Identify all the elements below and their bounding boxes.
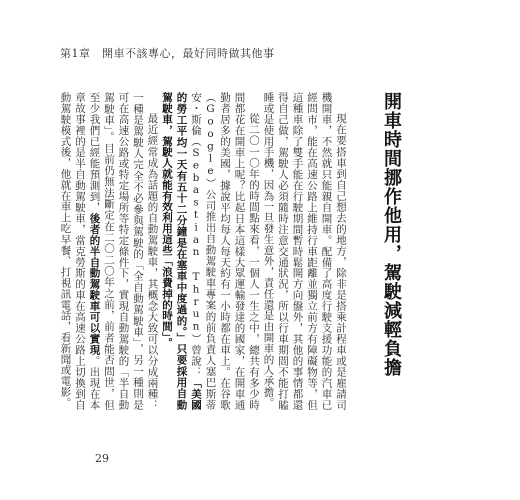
text-run: 從二〇一〇年的時間點來看，一個人一生之中，總共有多少時間都花在開車上呢？比起日本這樣大眾運輸發達的國家，在開車通勤者居多的美國，據說平均每人每天約有一小時都在車上。在谷歌（Google）公司推出自動駕駛車專案的前負責人塞巴斯蒂安・斯倫（Sebastian Thrun）曾說： <box>190 92 260 410</box>
text-run: 。出現在本章故事裡的是半自動駕駛車，當克勞斯的車在高速公路上切換到自動駕駛模式後，他就在車上吃早餐、打視訊電話，看新聞或電影。 <box>59 92 101 411</box>
text-run: 現在要搭車到自己想去的地方，除非是搭乘計程車或是雇請司機開車，不然就只能親自開車。配備了高度行駛支援功能的汽車已經問市，能在高速公路上維持行車距離並獨立前方有障礙物等，但這種車除了雙手能在行駛期間暫時鬆開方向盤外，其他的事情都還得自己做，駕駛人必須隨時注意交通狀況，所以行車期間不能打瞌睡或是使用手機，因為一旦發生意外，責任還是由開車的人承擔。 <box>262 92 347 410</box>
paragraph <box>58 92 160 410</box>
text-run: 最近經常成為話題的自動駕駛車，其概念大致可以分成兩種：一種是駕駛人完全不必參與駕駛的「全自動駕駛車」，另一種則是可在高速公路或特定場所等特定條件下，實現自動駕駛的「半自動駕駛車」。目前仍無法斷定在二〇二〇年之前，前者能否問世，但至少我們已經能預測到， <box>88 92 159 410</box>
body-text <box>59 92 348 411</box>
paragraph <box>261 92 348 410</box>
paragraph <box>160 92 262 410</box>
bold-text-run: 「美國的勞工平均一天有五十二分鐘是在塞車中度過的。」只要採用自動駕駛車，駕駛人就能有效利用這些「浪費掉的時間」。 <box>161 92 202 410</box>
bold-text-run: 後者的半自動駕駛車可以實現 <box>88 212 101 356</box>
running-head: 第1章 開車不該專心，最好同時做其他事 <box>60 47 275 60</box>
page-number: 29 <box>95 452 109 465</box>
section-title: 開車時間挪作他用，駕駛減輕負擔 <box>381 92 402 377</box>
